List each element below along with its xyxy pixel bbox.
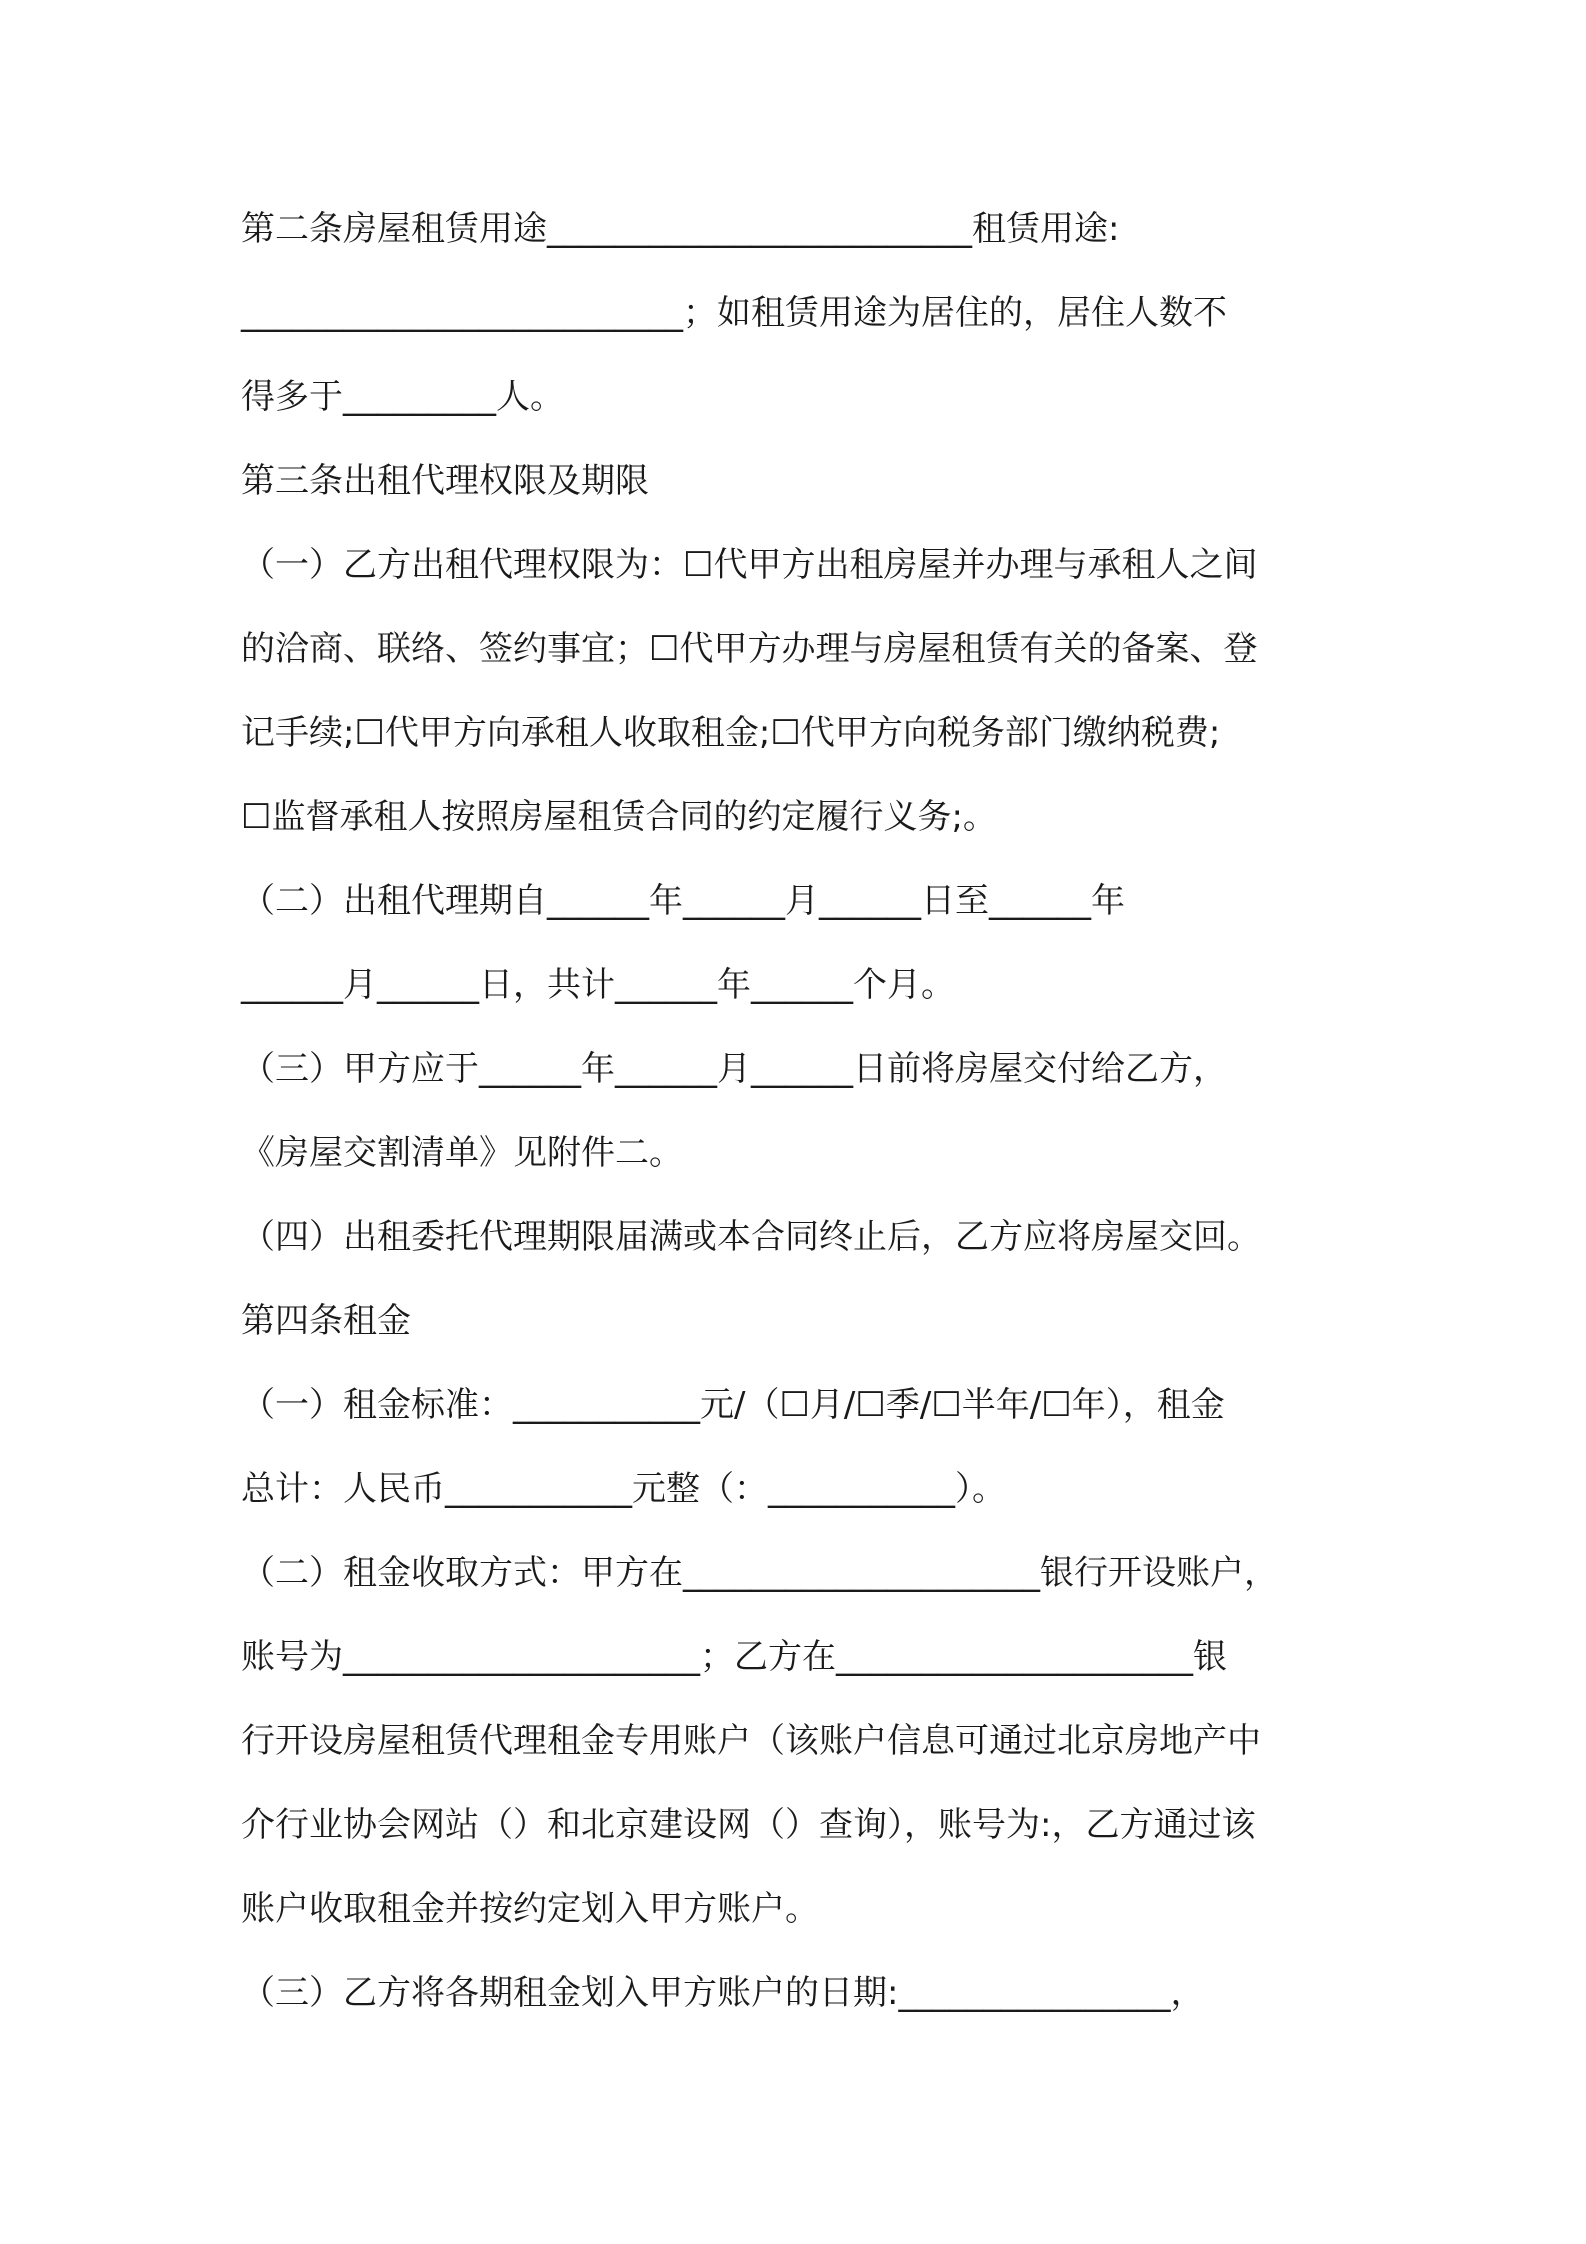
article-2-title-line: 第二条房屋租赁用途_________________________租赁用途: [241, 209, 1120, 249]
clause-3-3-line-1: （三）甲方应于______年______月______日前将房屋交付给乙方， [241, 1049, 1227, 1089]
clause-3-1-line-2: 的洽商、联络、签约事宜；☐代甲方办理与房屋租赁有关的备案、登 [241, 629, 1258, 669]
clause-4-2-line-4: 介行业协会网站（）和北京建设网（）查询），账号为:，乙方通过该 [241, 1805, 1256, 1845]
clause-3-2-line-2: ______月______日，共计______年______个月。 [241, 965, 955, 1005]
article-3-title: 第三条出租代理权限及期限 [241, 461, 649, 501]
clause-4-2-line-5: 账户收取租金并按约定划入甲方账户。 [241, 1889, 819, 1929]
clause-4-3-line: （三）乙方将各期租金划入甲方账户的日期:________________， [241, 1973, 1205, 2013]
clause-4-1-line-2: 总计：人民币___________元整（：___________）。 [241, 1469, 1006, 1509]
clause-3-1-line-4: ☐监督承租人按照房屋租赁合同的约定履行义务;。 [241, 797, 997, 837]
clause-4-2-line-1: （二）租金收取方式：甲方在_____________________银行开设账户， [241, 1553, 1278, 1593]
rental-use-line: __________________________；如租赁用途为居住的，居住人数不 [241, 293, 1227, 333]
article-4-title: 第四条租金 [241, 1301, 411, 1341]
occupancy-limit-line: 得多于_________人。 [241, 377, 564, 417]
clause-3-1-line-1: （一）乙方出租代理权限为：☐代甲方出租房屋并办理与承租人之间 [241, 545, 1258, 585]
clause-3-2-line-1: （二）出租代理期自______年______月______日至______年 [241, 881, 1125, 921]
clause-4-1-line-1: （一）租金标准：___________元/（☐月/☐季/☐半年/☐年），租金 [241, 1385, 1225, 1425]
clause-3-3-line-2: 《房屋交割清单》见附件二。 [241, 1133, 683, 1173]
clause-4-2-line-2: 账号为_____________________；乙方在_____________________银 [241, 1637, 1227, 1677]
clause-3-1-line-3: 记手续;☐代甲方向承租人收取租金;☐代甲方向税务部门缴纳税费; [241, 713, 1221, 753]
clause-3-4-line: （四）出租委托代理期限届满或本合同终止后，乙方应将房屋交回。 [241, 1217, 1261, 1257]
clause-4-2-line-3: 行开设房屋租赁代理租金专用账户（该账户信息可通过北京房地产中 [241, 1721, 1261, 1761]
